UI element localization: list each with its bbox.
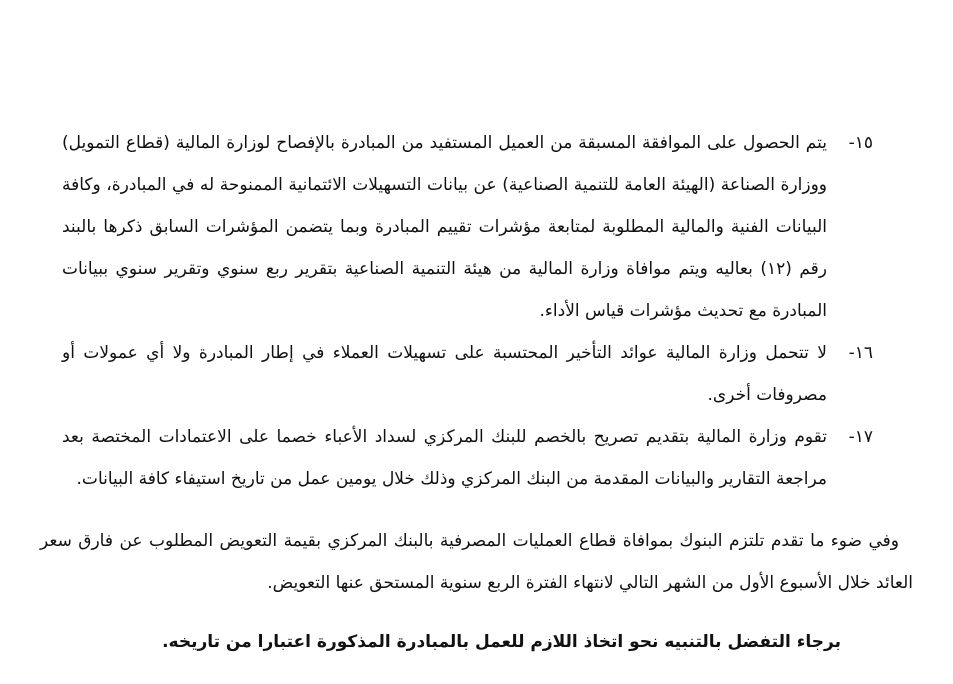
item-text: يتم الحصول على الموافقة المسبقة من العميل المستفيد من المبادرة بالإفصاح لوزارة المالية (قطاع التمويل) ووزارة الصناعة (الهيئة العامة للتنمية الصناعية) عن بيانات التسهيلات الائتمانية الممنوحة له في المبادرة، وكافة البيانات الفنية والمالية المطلوبة لمتابعة مؤشرات تقييم المبادرة وبما يتضمن المؤشرات السابق ذكرها بالبند رقم (١٢) بعاليه ويتم موافاة وزارة المالية من هيئة التنمية الصناعية بتقرير ربع سنوي وتقرير سنوي ببيانات المبادرة مع تحديث مؤشرات قياس الأداء.	[62, 133, 828, 321]
closing-statement: برجاء التفضل بالتنبيه نحو اتخاذ اللازم للعمل بالمبادرة المذكورة اعتبارا من تاريخه.	[162, 632, 841, 652]
list-item	[62, 122, 873, 332]
document-body	[0, 122, 953, 680]
item-number: ١٧-	[848, 427, 873, 447]
item-text: تقوم وزارة المالية بتقديم تصريح بالخصم للبنك المركزي لسداد الأعباء خصما على الاعتمادات المختصة بعد مراجعة التقارير والبيانات المقدمة من البنك المركزي وذلك خلال يومين عمل من تاريخ استيفاء كافة البيانات.	[62, 427, 827, 489]
item-text: لا تتحمل وزارة المالية عوائد التأخير المحتسبة على تسهيلات العملاء في إطار المبادرة ولا أي عمولات أو مصروفات أخرى.	[62, 343, 827, 405]
list-item	[62, 416, 873, 500]
item-number: ١٥-	[848, 133, 873, 153]
item-number: ١٦-	[848, 343, 873, 363]
list-item	[62, 332, 873, 416]
summary-paragraph: وفي ضوء ما تقدم تلتزم البنوك بموافاة قطاع العمليات المصرفية بالبنك المركزي بقيمة التعويض المطلوب عن فارق سعر العائد خلال الأسبوع الأول من الشهر التالي لانتهاء الفترة الربع سنوية المستحق عنها التعويض.	[40, 531, 913, 593]
